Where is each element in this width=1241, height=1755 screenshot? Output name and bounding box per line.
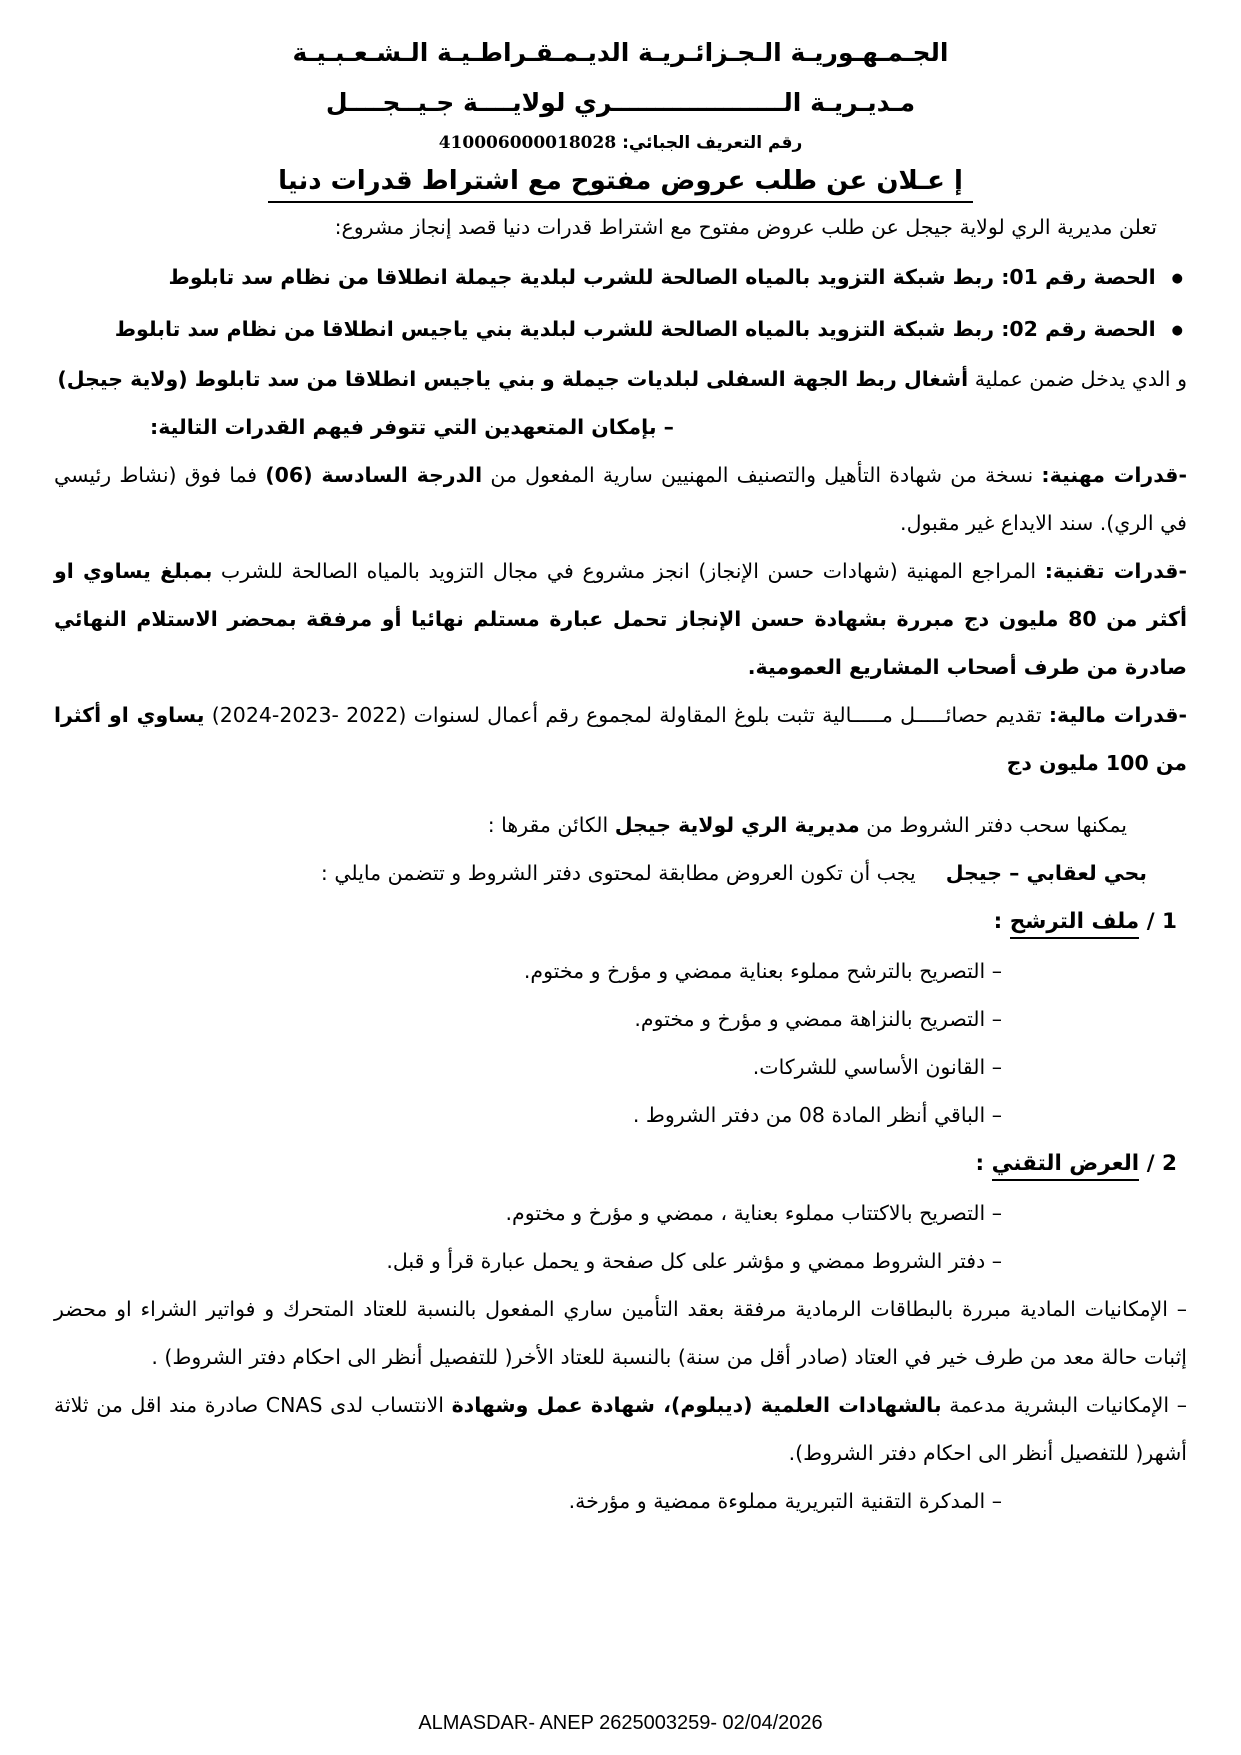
withdrawal-text-1: يمكنها سحب دفتر الشروط من [859,812,1127,837]
withdrawal-directorate: مديرية الري لولاية جيجل [614,812,860,837]
human-resources-item [54,1381,1187,1477]
tax-id-label: رقم التعريف الجبائي: [622,133,803,153]
operation-line [54,355,1187,403]
bullet-icon: ● [1171,322,1183,338]
address-text: يجب أن تكون العروض مطابقة لمحتوى دفتر الشروط و تتضمن مايلي : [320,860,916,885]
list-item: – التصريح بالنزاهة ممضي و مؤرخ و مختوم. [634,1006,1002,1031]
lot-1-line [54,253,1187,303]
technical-amount: بمبلغ يساوي او أكثر من 80 مليون دج مبررة بشهادة حسن الإنجاز تحمل عبارة مستلم نهائيا أو مرفقة بمحضر الاستلام النهائي صادرة من طرف أصحاب المشاريع العمومية. [54,558,1187,679]
anep-footer: ALMASDAR- ANEP 2625003259- 02/04/2026 [418,1712,823,1734]
list-item: – القانون الأساسي للشركات. [752,1054,1002,1079]
announcement-title-text: إ عـلان عن طلب عروض مفتوح مع اشتراط قدرات دنيا [268,166,973,203]
eligibility-line: – بإمكان المتعهدين التي تتوفر فيهم القدرات التالية: [150,414,674,439]
professional-text-1: نسخة من شهادة التأهيل والتصنيف المهنيين سارية المفعول من [482,462,1042,487]
hr-text-1: – الإمكانيات البشرية مدعمة [941,1392,1188,1417]
directorate-title: مـديـريـة الــــــــــــــــــــري لولايــــة جـيــجــــل [325,87,916,117]
section-1-title: ملف الترشح [1010,909,1139,939]
hr-bold: بالشهادات العلمية (ديبلوم)، شهادة عمل وشهادة [451,1392,942,1417]
section-2-number: 2 / [1146,1150,1177,1176]
section-2-heading [54,1139,1177,1189]
address-line [54,849,1147,897]
withdrawal-text-2: الكائن مقرها : [487,812,615,837]
section-1-heading [54,897,1177,947]
professional-text-2: فما فوق (نشاط رئيسي في الري). سند الايداع غير مقبول. [54,462,1187,535]
section-1-suffix: : [993,908,1010,934]
tax-id-line [54,131,1187,157]
lot-1-label: الحصة رقم 01: [1001,264,1156,289]
withdrawal-line [54,801,1127,849]
lot-2-label: الحصة رقم 02: [1001,316,1156,341]
professional-label: -قدرات مهنية: [1041,462,1187,487]
technical-text-1: المراجع المهنية (شهادات حسن الإنجاز) انجز مشروع في مجال التزويد بالمياه الصالحة للشرب [212,558,1045,583]
lot-1-text: ربط شبكة التزويد بالمياه الصالحة للشرب لبلدية جيملة انطلاقا من نظام سد تابلوط [168,264,1002,289]
section-1-number: 1 / [1146,908,1177,934]
financial-capacities [54,691,1187,787]
bullet-icon: ● [1171,270,1183,286]
operation-bold-text: أشغال ربط الجهة السفلى لبلديات جيملة و بني ياجيس انطلاقا من سد تابلوط (ولاية جيجل) [57,366,969,391]
professional-grade: الدرجة السادسة (06) [265,462,483,487]
lot-2-text: ربط شبكة التزويد بالمياه الصالحة للشرب لبلدية بني ياجيس انطلاقا من نظام سد تابلوط [114,316,1002,341]
hr-text-2: الانتساب لدى CNAS صادرة مند اقل من ثلاثة أشهر( للتفصيل أنظر الى احكام دفتر الشروط). [54,1392,1187,1465]
republic-title: الجـمـهـوريـة الـجـزائـريـة الديـمـقـراطـيـة الـشـعـبـيـة [292,38,949,67]
technical-label: -قدرات تقنية: [1044,558,1187,583]
list-item: – التصريح بالاكتتاب مملوء بعناية ، ممضي و مؤرخ و مختوم. [505,1200,1002,1225]
professional-capacities [54,451,1187,547]
address-bold: بحي لعقابي – جيجل [945,860,1147,885]
list-item: – التصريح بالترشح مملوء بعناية ممضي و مؤرخ و مختوم. [523,958,1002,983]
section-2-suffix: : [975,1150,992,1176]
financial-text-1: تقديم حصائـــــل مـــــالية تثبت بلوغ المقاولة لمجموع رقم أعمال لسنوات (2022 -2023-2024) [204,702,1049,727]
lot-2-line [54,305,1187,355]
tax-id-number: 410006000018028 [438,133,617,153]
list-item: – دفتر الشروط ممضي و مؤشر على كل صفحة و يحمل عبارة قرأ و قبل. [386,1248,1002,1273]
intro-line: تعلن مديرية الري لولاية جيجل عن طلب عروض مفتوح مع اشتراط قدرات دنيا قصد إنجاز مشروع: [334,214,1157,239]
technical-capacities [54,547,1187,691]
section-2-title: العرض التقني [992,1151,1140,1181]
operation-intro-text: و الدي يدخل ضمن عملية [968,366,1187,391]
announcement-title [54,163,1187,199]
list-item: – الإمكانيات المادية مبررة بالبطاقات الرمادية مرفقة بعقد التأمين ساري المفعول بالنسبة للعتاد المتحرك و فواتير الشراء او محضر إثبات حالة معد من طرف خير في العتاد (صادر أقل من سنة) بالنسبة للعتاد الأخر( للتفصيل أنظر الى احكام دفتر الشروط) . [54,1296,1187,1369]
list-item: – المدكرة التقنية التبريرية مملوءة ممضية و مؤرخة. [568,1488,1002,1513]
financial-label: -قدرات مالية: [1048,702,1187,727]
list-item: – الباقي أنظر المادة 08 من دفتر الشروط . [632,1102,1002,1127]
financial-amount: يساوي او أكثرا من 100 مليون دج [54,702,1187,775]
